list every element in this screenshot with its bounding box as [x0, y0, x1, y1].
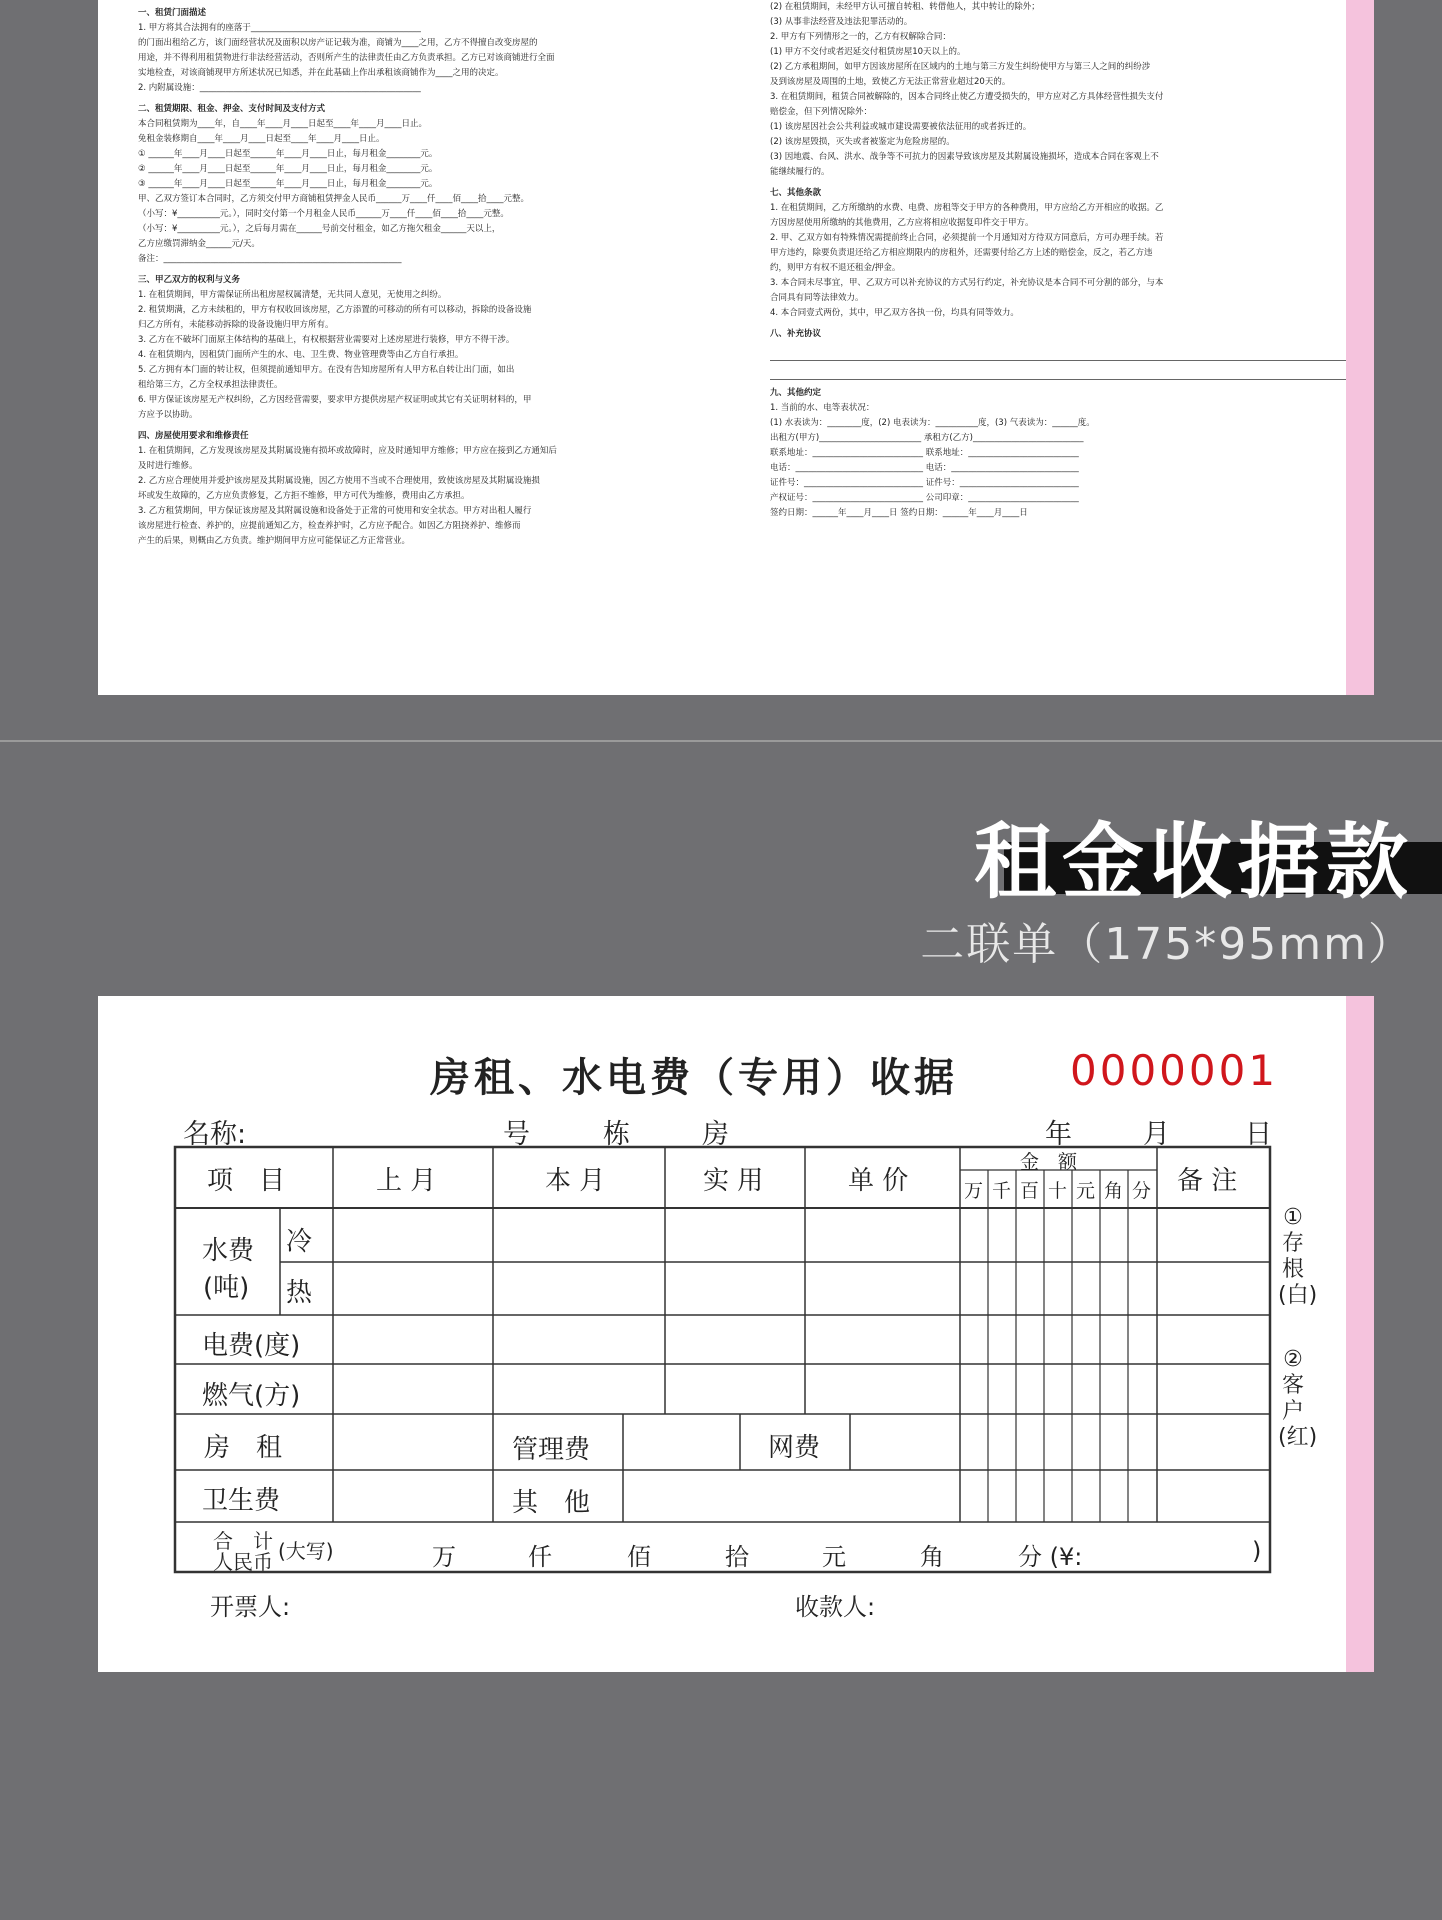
- contract-line: (2) 在租赁期间，未经甲方认可擅自转租、转借他人，其中转让的除外；: [770, 2, 1040, 12]
- total-close-paren: ): [1252, 1537, 1262, 1565]
- copy-customer-red: [1278, 1347, 1318, 1451]
- row-water-unit: (吨): [203, 1273, 250, 1303]
- contract-line: 方因房屋使用所缴纳的其他费用，乙方应将相应收据复印件交于甲方。: [770, 218, 1034, 228]
- contract-line: 免租金装修期自____年____月____日起至____年____月____日止。: [138, 134, 385, 144]
- contract-line: 4. 本合同壹式两份，其中，甲乙双方各执一份，均具有同等效力。: [770, 308, 1019, 318]
- copy-label-char: 根: [1281, 1257, 1304, 1282]
- contract-line: ① ______年____月____日起至______年____月____日止，每月租金________元。: [138, 149, 438, 159]
- copy-label-char: 客: [1281, 1373, 1304, 1398]
- amount-digit-4: 元: [1076, 1180, 1096, 1202]
- contract-line: 用途，并不得利用租赁物进行非法经营活动，否则所产生的法律责任由乙方负责承担。乙方已对该商铺进行全面: [138, 53, 555, 63]
- contract-line: ③ ______年____月____日起至______年____月____日止，每月租金________元。: [138, 179, 438, 189]
- contract-section-heading: 九、其他约定: [770, 388, 822, 398]
- copy-label-char: 户: [1281, 1399, 1304, 1424]
- row-sanitation-fee: 卫生费: [202, 1486, 281, 1516]
- total-shi: 拾: [725, 1543, 749, 1571]
- total-bai: 佰: [627, 1543, 651, 1571]
- payee-label: 收款人:: [795, 1593, 876, 1621]
- contract-line: 1. 在租赁期间，甲方需保证所出租房屋权属清楚，无共同人意见，无使用之纠纷。: [138, 290, 447, 300]
- section-subheading: 二联单（175*95mm）: [920, 919, 1414, 970]
- contract-line: 3. 乙方在不破坏门面原主体结构的基础上，有权根据营业需要对上述房屋进行装修，甲方不得干涉。: [138, 335, 515, 345]
- contract-line: 2. 乙方应合理使用并爱护该房屋及其附属设施，因乙方使用不当或不合理使用，致使该房屋及其附属设施损: [138, 476, 540, 486]
- contract-line: 签约日期：______年____月____日 签约日期：______年____月____日: [770, 508, 1028, 518]
- contract-line: 2. 租赁期满，乙方未续租的，甲方有权收回该房屋，乙方添置的可移动的所有可以移动，拆除的设备设施: [138, 305, 532, 315]
- contract-section-heading: 一、租赁门面描述: [138, 8, 207, 18]
- contract-line: (2) 该房屋毁损，灭失或者被鉴定为危险房屋的。: [770, 137, 955, 147]
- row-water-cold: 冷: [286, 1227, 313, 1257]
- row-internet-fee: 网费: [768, 1433, 821, 1463]
- header-this-month: 本 月: [545, 1166, 606, 1196]
- contract-line: 甲方违约，除要负责退还给乙方相应期限内的房租外，还需要付给乙方上述的赔偿金，反之，若乙方违: [770, 248, 1153, 258]
- contract-line: 出租方(甲方)________________________ 承租方(乙方)__________________________: [770, 433, 1084, 443]
- row-electricity: 电费(度): [202, 1331, 301, 1361]
- contract-section-heading: 七、其他条款: [770, 188, 822, 198]
- contract-section-heading: 八、补充协议: [770, 329, 822, 339]
- copy-label-char: (红): [1278, 1425, 1318, 1450]
- contract-line: (1) 该房屋因社会公共利益或城市建设需要被依法征用的或者拆迁的。: [770, 122, 1032, 132]
- amount-digit-1: 千: [992, 1180, 1012, 1202]
- contract-line: 1. 在租赁期间，乙方所缴纳的水费、电费、房租等交于甲方的各种费用，甲方应给乙方开相应的收据。乙: [770, 203, 1164, 213]
- contract-line: 6. 甲方保证该房屋无产权纠纷，乙方因经营需要，要求甲方提供房屋产权证明或其它有关证明材料的，甲: [138, 395, 532, 405]
- contract-line: 方应予以协助。: [138, 410, 198, 420]
- contract-line: 备注：________________________________________________________: [138, 254, 402, 264]
- contract-line: 3. 乙方租赁期间，甲方保证该房屋及其附属设施和设备处于正常的可使用和安全状态。甲方对出租人履行: [138, 506, 532, 516]
- contract-line: (3) 因地震、台风、洪水、战争等不可抗力的因素导致该房屋及其附属设施损坏，造成本合同在客观上不: [770, 152, 1159, 162]
- copy-stub-white: [1278, 1205, 1318, 1309]
- contract-line: 5. 乙方拥有本门面的转让权，但须提前通知甲方。在没有告知房屋所有人甲方私自转让出门面，如出: [138, 365, 515, 375]
- row-gas: 燃气(方): [202, 1381, 301, 1411]
- room-label: 房: [702, 1119, 729, 1150]
- contract-line: 及时进行维修。: [138, 461, 198, 471]
- contract-line: (1) 水表读为：________度，(2) 电表读为：__________度，(3) 气表读为：______度。: [770, 418, 1095, 428]
- building-label: 栋: [603, 1119, 630, 1150]
- rmb-label: 人民币: [213, 1550, 273, 1574]
- number-label: 号: [503, 1119, 530, 1150]
- contract-line: 坏或发生故障的，乙方应负责修复，乙方拒不维修，甲方可代为维修，费用由乙方承担。: [138, 491, 470, 501]
- contract-line: 甲、乙双方签订本合同时，乙方须交付甲方商铺租赁押金人民币______万____仟____佰____拾____元整。: [138, 194, 530, 204]
- header-item: 项 目: [207, 1166, 286, 1196]
- contract-line: 1. 甲方将其合法拥有的座落于________________________________________: [138, 23, 421, 33]
- contract-line: 1. 在租赁期间，乙方发现该房屋及其附属设施有损坏或故障时，应及时通知甲方维修；甲方应在接到乙方通知后: [138, 446, 557, 456]
- contract-line: 3. 在租赁期间，租赁合同被解除的，因本合同终止使乙方遭受损失的，甲方应对乙方具体经营性损失支付: [770, 92, 1164, 102]
- contract-line: 3. 本合同未尽事宜，甲、乙双方可以补充协议的方式另行约定，补充协议是本合同不可分割的部分，与本: [770, 278, 1164, 288]
- day-label: 日: [1245, 1119, 1272, 1150]
- copy-label-char: 存: [1281, 1231, 1304, 1256]
- contract-line: 本合同租赁期为____年，自____年____月____日起至____年____月____日止。: [138, 119, 428, 129]
- header-last-month: 上 月: [376, 1166, 437, 1196]
- contract-line: 归乙方所有，未能移动拆除的设备设施归甲方所有。: [138, 320, 334, 330]
- contract-line: ② ______年____月____日起至______年____月____日止，每月租金________元。: [138, 164, 438, 174]
- name-label: 名称:: [183, 1119, 247, 1150]
- row-other: 其 他: [512, 1488, 591, 1518]
- contract-line: 合同具有同等法律效力。: [770, 293, 864, 303]
- contract-line: (1) 甲方不交付或者迟延交付租赁房屋10天以上的。: [770, 47, 966, 57]
- contract-line: 1. 当前的水、电等表状况：: [770, 403, 875, 413]
- total-fen-yen: 分 (¥:: [1018, 1543, 1083, 1571]
- header-actual-use: 实 用: [703, 1166, 764, 1196]
- contract-line: (3) 从事非法经营及违法犯罪活动的。: [770, 17, 913, 27]
- contract-line: （小写：¥__________元。），之后每月需在______号前交付租金，如乙方拖欠租金______天以上，: [138, 224, 501, 234]
- contract-line: 约，则甲方有权不退还租金/押金。: [770, 263, 901, 273]
- row-water-hot: 热: [286, 1278, 313, 1308]
- contract-line: 实地检查，对该商铺现甲方所述状况已知悉，并在此基础上作出承租该商铺作为____之用的决定。: [138, 68, 504, 78]
- contract-line: 该房屋进行检查、养护的，应提前通知乙方，检查养护时，乙方应予配合。如因乙方阻挠养护、维修而: [138, 521, 521, 531]
- contract-line: 租给第三方，乙方全权承担法律责任。: [138, 380, 283, 390]
- contract-line: 能继续履行的。: [770, 167, 830, 177]
- contract-line: 的门面出租给乙方，该门面经营状况及面积以房产证记载为准，商铺为____之用，乙方不得擅自改变房屋的: [138, 38, 538, 48]
- contract-line: （小写：¥__________元。），同时交付第一个月租金人民币______万____仟____佰____拾____元整。: [138, 209, 509, 219]
- amount-digit-3: 十: [1048, 1180, 1068, 1202]
- issuer-label: 开票人:: [210, 1593, 291, 1621]
- contract-section-heading: 二、租赁期限、租金、押金、支付时间及支付方式: [138, 104, 326, 114]
- total-jiao: 角: [920, 1543, 944, 1571]
- contract-line: 及到该房屋及周围的土地，致使乙方无法正常营业超过20天的。: [770, 77, 1011, 87]
- header-remark: 备 注: [1177, 1166, 1238, 1196]
- header-unit-price: 单 价: [848, 1166, 909, 1196]
- contract-section-heading: 三、甲乙双方的权利与义务: [138, 275, 241, 285]
- receipt-serial-number: 0000001: [1070, 1046, 1279, 1095]
- total-label: 合 计: [213, 1529, 273, 1553]
- contract-line: (2) 乙方承租期间，如甲方因该房屋所在区域内的土地与第三方发生纠纷使甲方与第三人之间的纠纷涉: [770, 62, 1151, 72]
- total-wan: 万: [432, 1543, 456, 1571]
- copy-label-char: ②: [1283, 1347, 1303, 1372]
- amount-digit-6: 分: [1132, 1180, 1152, 1202]
- contract-line: 产生的后果，则概由乙方负责。维护期间甲方应可能保证乙方正常营业。: [138, 536, 411, 546]
- contract-line: 4. 在租赁期内，因租赁门面所产生的水、电、卫生费、物业管理费等由乙方自行承担。: [138, 350, 464, 360]
- total-yuan: 元: [822, 1543, 846, 1571]
- contract-line: 联系地址：__________________________ 联系地址：__________________________: [770, 448, 1079, 458]
- contract-section-heading: 四、房屋使用要求和维修责任: [138, 431, 249, 441]
- total-qian: 仟: [528, 1543, 552, 1571]
- contract-line: 产权证号：__________________________ 公司印章：__________________________: [770, 493, 1079, 503]
- receipt-title: 房租、水电费（专用）收据: [430, 1055, 958, 1101]
- contract-line: 乙方应缴罚滞纳金______元/天。: [138, 239, 260, 249]
- row-rent: 房 租: [204, 1433, 283, 1463]
- contract-line: 电话：______________________________ 电话：______________________________: [770, 463, 1079, 473]
- amount-digit-0: 万: [964, 1180, 984, 1202]
- copy-label-char: ①: [1283, 1205, 1303, 1230]
- contract-line: 2. 甲方有下列情形之一的，乙方有权解除合同：: [770, 32, 951, 42]
- contract-line: 2. 甲、乙双方如有特殊情况需提前终止合同，必须提前一个月通知对方待双方同意后，方可办理手续。若: [770, 233, 1164, 243]
- row-management-fee: 管理费: [512, 1435, 591, 1465]
- amount-digit-5: 角: [1104, 1180, 1124, 1202]
- copy-label-char: (白): [1278, 1283, 1318, 1308]
- month-label: 月: [1143, 1119, 1170, 1150]
- contract-line: 赔偿金，但下列情况除外：: [770, 107, 873, 117]
- row-water: 水费: [202, 1236, 255, 1266]
- section-heading: 租金收据款: [973, 815, 1414, 910]
- year-label: 年: [1045, 1119, 1072, 1150]
- header-amount: 金 额: [1020, 1151, 1078, 1173]
- contract-line: 2. 内附属设施：____________________________________________________: [138, 83, 421, 93]
- daxie-label: (大写): [278, 1539, 334, 1563]
- contract-line: 证件号：____________________________ 证件号：____________________________: [770, 478, 1079, 488]
- amount-digit-2: 百: [1020, 1180, 1040, 1202]
